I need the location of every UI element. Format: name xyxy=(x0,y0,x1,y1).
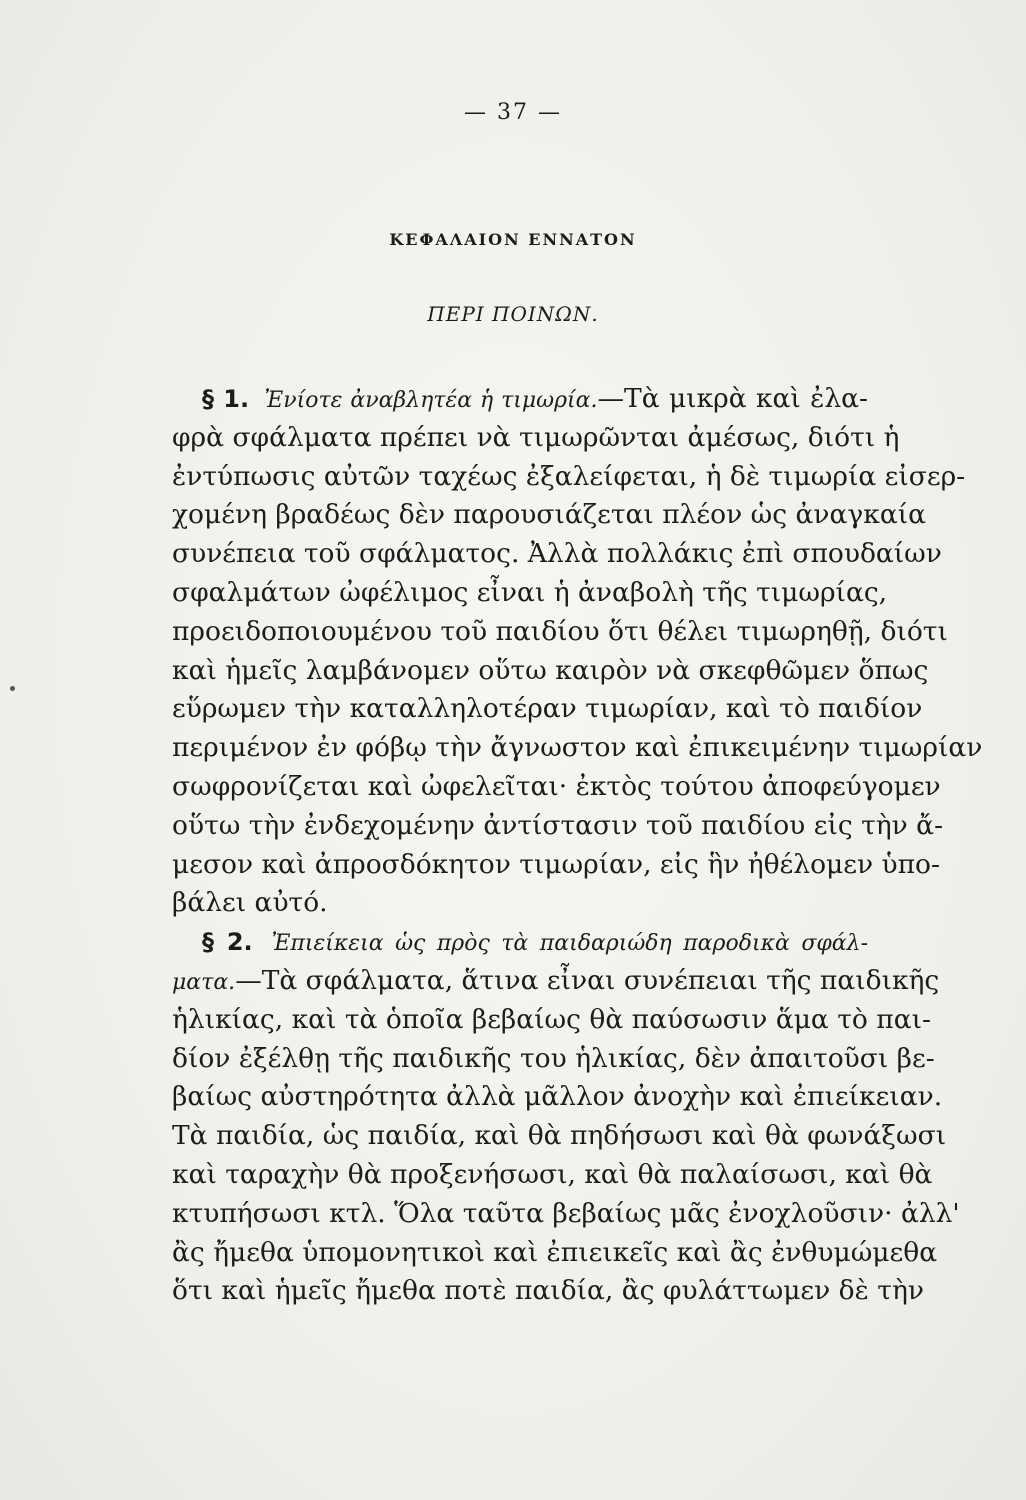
section-2-line-2: δίον ἐξέλθῃ τῆς παιδικῆς του ἡλικίας, δὲν ἀπαιτοῦσι βε- xyxy=(172,1042,935,1074)
section-1-line-8: εὕρωμεν τὴν καταλληλοτέραν τιμωρίαν, καὶ τὸ παιδίον xyxy=(172,693,923,725)
body-text xyxy=(172,380,983,1311)
section-1-number: § 1. xyxy=(202,385,250,413)
section-2-line-4: Τὰ παιδία, ὡς παιδία, καὶ θὰ πηδήσωσι καὶ θὰ φωνάξωσι xyxy=(172,1120,947,1152)
margin-mark xyxy=(10,686,15,691)
section-2-line-7: ἂς ἤμεθα ὑπομονητικοὶ καὶ ἐπιεικεῖς καὶ ἂς ἐνθυμώμεθα xyxy=(172,1236,938,1268)
section-1-line-4: συνέπεια τοῦ σφάλματος. Ἀλλὰ πολλάκις ἐπὶ σπουδαίων xyxy=(172,538,942,570)
section-1-line-3: χομένη βραδέως δὲν παρουσιάζεται πλέον ὡς ἀναγκαία xyxy=(172,499,927,531)
section-1-line-1: φρὰ σφάλματα πρέπει νὰ τιμωρῶνται ἀμέσως, διότι ἡ xyxy=(172,421,900,453)
section-1-first-line xyxy=(172,380,868,419)
chapter-title: ΚΕΦΑΛΑΙΟΝ ΕΝΝΑΤΟΝ xyxy=(389,230,637,249)
section-1-line-6: προειδοποιουμένου τοῦ παιδίου ὅτι θέλει τιμωρηθῇ, διότι xyxy=(172,615,948,647)
page-number: — 37 — xyxy=(464,100,562,125)
section-1-line-10: σωφρονίζεται καὶ ὠφελεῖται· ἐκτὸς τούτου ἀποφεύγομεν xyxy=(172,770,941,802)
section-2-line-5: καὶ ταραχὴν θὰ προξενήσωσι, καὶ θὰ παλαίσωσι, καὶ θὰ xyxy=(172,1158,933,1190)
section-1-line-11: οὕτω τὴν ἐνδεχομένην ἀντίστασιν τοῦ παιδίου εἰς τὴν ἄ- xyxy=(172,809,944,841)
section-2-line-1: ἡλικίας, καὶ τὰ ὁποῖα βεβαίως θὰ παύσωσιν ἅμα τὸ παι- xyxy=(172,1003,931,1035)
section-1-line-0: —Τὰ μικρὰ καὶ ἐλα- xyxy=(597,383,868,414)
section-2-line-6: κτυπήσωσι κτλ. Ὅλα ταῦτα βεβαίως μᾶς ἐνοχλοῦσιν· ἀλλ' xyxy=(172,1197,960,1229)
section-1-line-12: μεσον καὶ ἀπροσδόκητον τιμωρίαν, εἰς ἣν ἠθέλομεν ὑπο- xyxy=(172,848,940,880)
section-1-heading: Ἐνίοτε ἀναβλητέα ἡ τιμωρία. xyxy=(264,388,598,413)
section-2-second-line xyxy=(172,962,940,1001)
section-2-number: § 2. xyxy=(202,928,253,957)
section-2-line-8: ὅτι καὶ ἡμεῖς ἤμεθα ποτὲ παιδία, ἂς φυλάττωμεν δὲ τὴν xyxy=(172,1275,924,1307)
section-1-line-5: σφαλμάτων ὠφέλιμος εἶναι ἡ ἀναβολὴ τῆς τιμωρίας, xyxy=(172,576,888,608)
section-2-line-3: βαίως αὐστηρότητα ἀλλὰ μᾶλλον ἀνοχὴν καὶ ἐπιείκειαν. xyxy=(172,1081,943,1113)
section-1-line-13: βάλει αὐτό. xyxy=(172,887,328,919)
section-1-line-2: ἐντύπωσις αὐτῶν ταχέως ἐξαλείφεται, ἡ δὲ τιμωρία εἰσερ- xyxy=(172,460,966,492)
section-2-heading: Ἐπιείκεια ὡς πρὸς τὰ παιδαριώδη παροδικὰ σφάλ- xyxy=(271,931,868,957)
section-2-heading-cont: ματα. xyxy=(172,969,236,995)
section-2-first-line xyxy=(172,923,868,962)
section-1-line-9: περιμένον ἐν φόβῳ τὴν ἄγνωστον καὶ ἐπικειμένην τιμωρίαν xyxy=(172,732,983,764)
section-2-line-0: —Τὰ σφάλματα, ἅτινα εἶναι συνέπειαι τῆς παιδικῆς xyxy=(235,964,940,996)
chapter-subtitle: ΠΕΡΙ ΠΟΙΝΩΝ. xyxy=(427,302,599,326)
section-1-line-7: καὶ ἡμεῖς λαμβάνομεν οὕτω καιρὸν νὰ σκεφθῶμεν ὅπως xyxy=(172,654,929,686)
